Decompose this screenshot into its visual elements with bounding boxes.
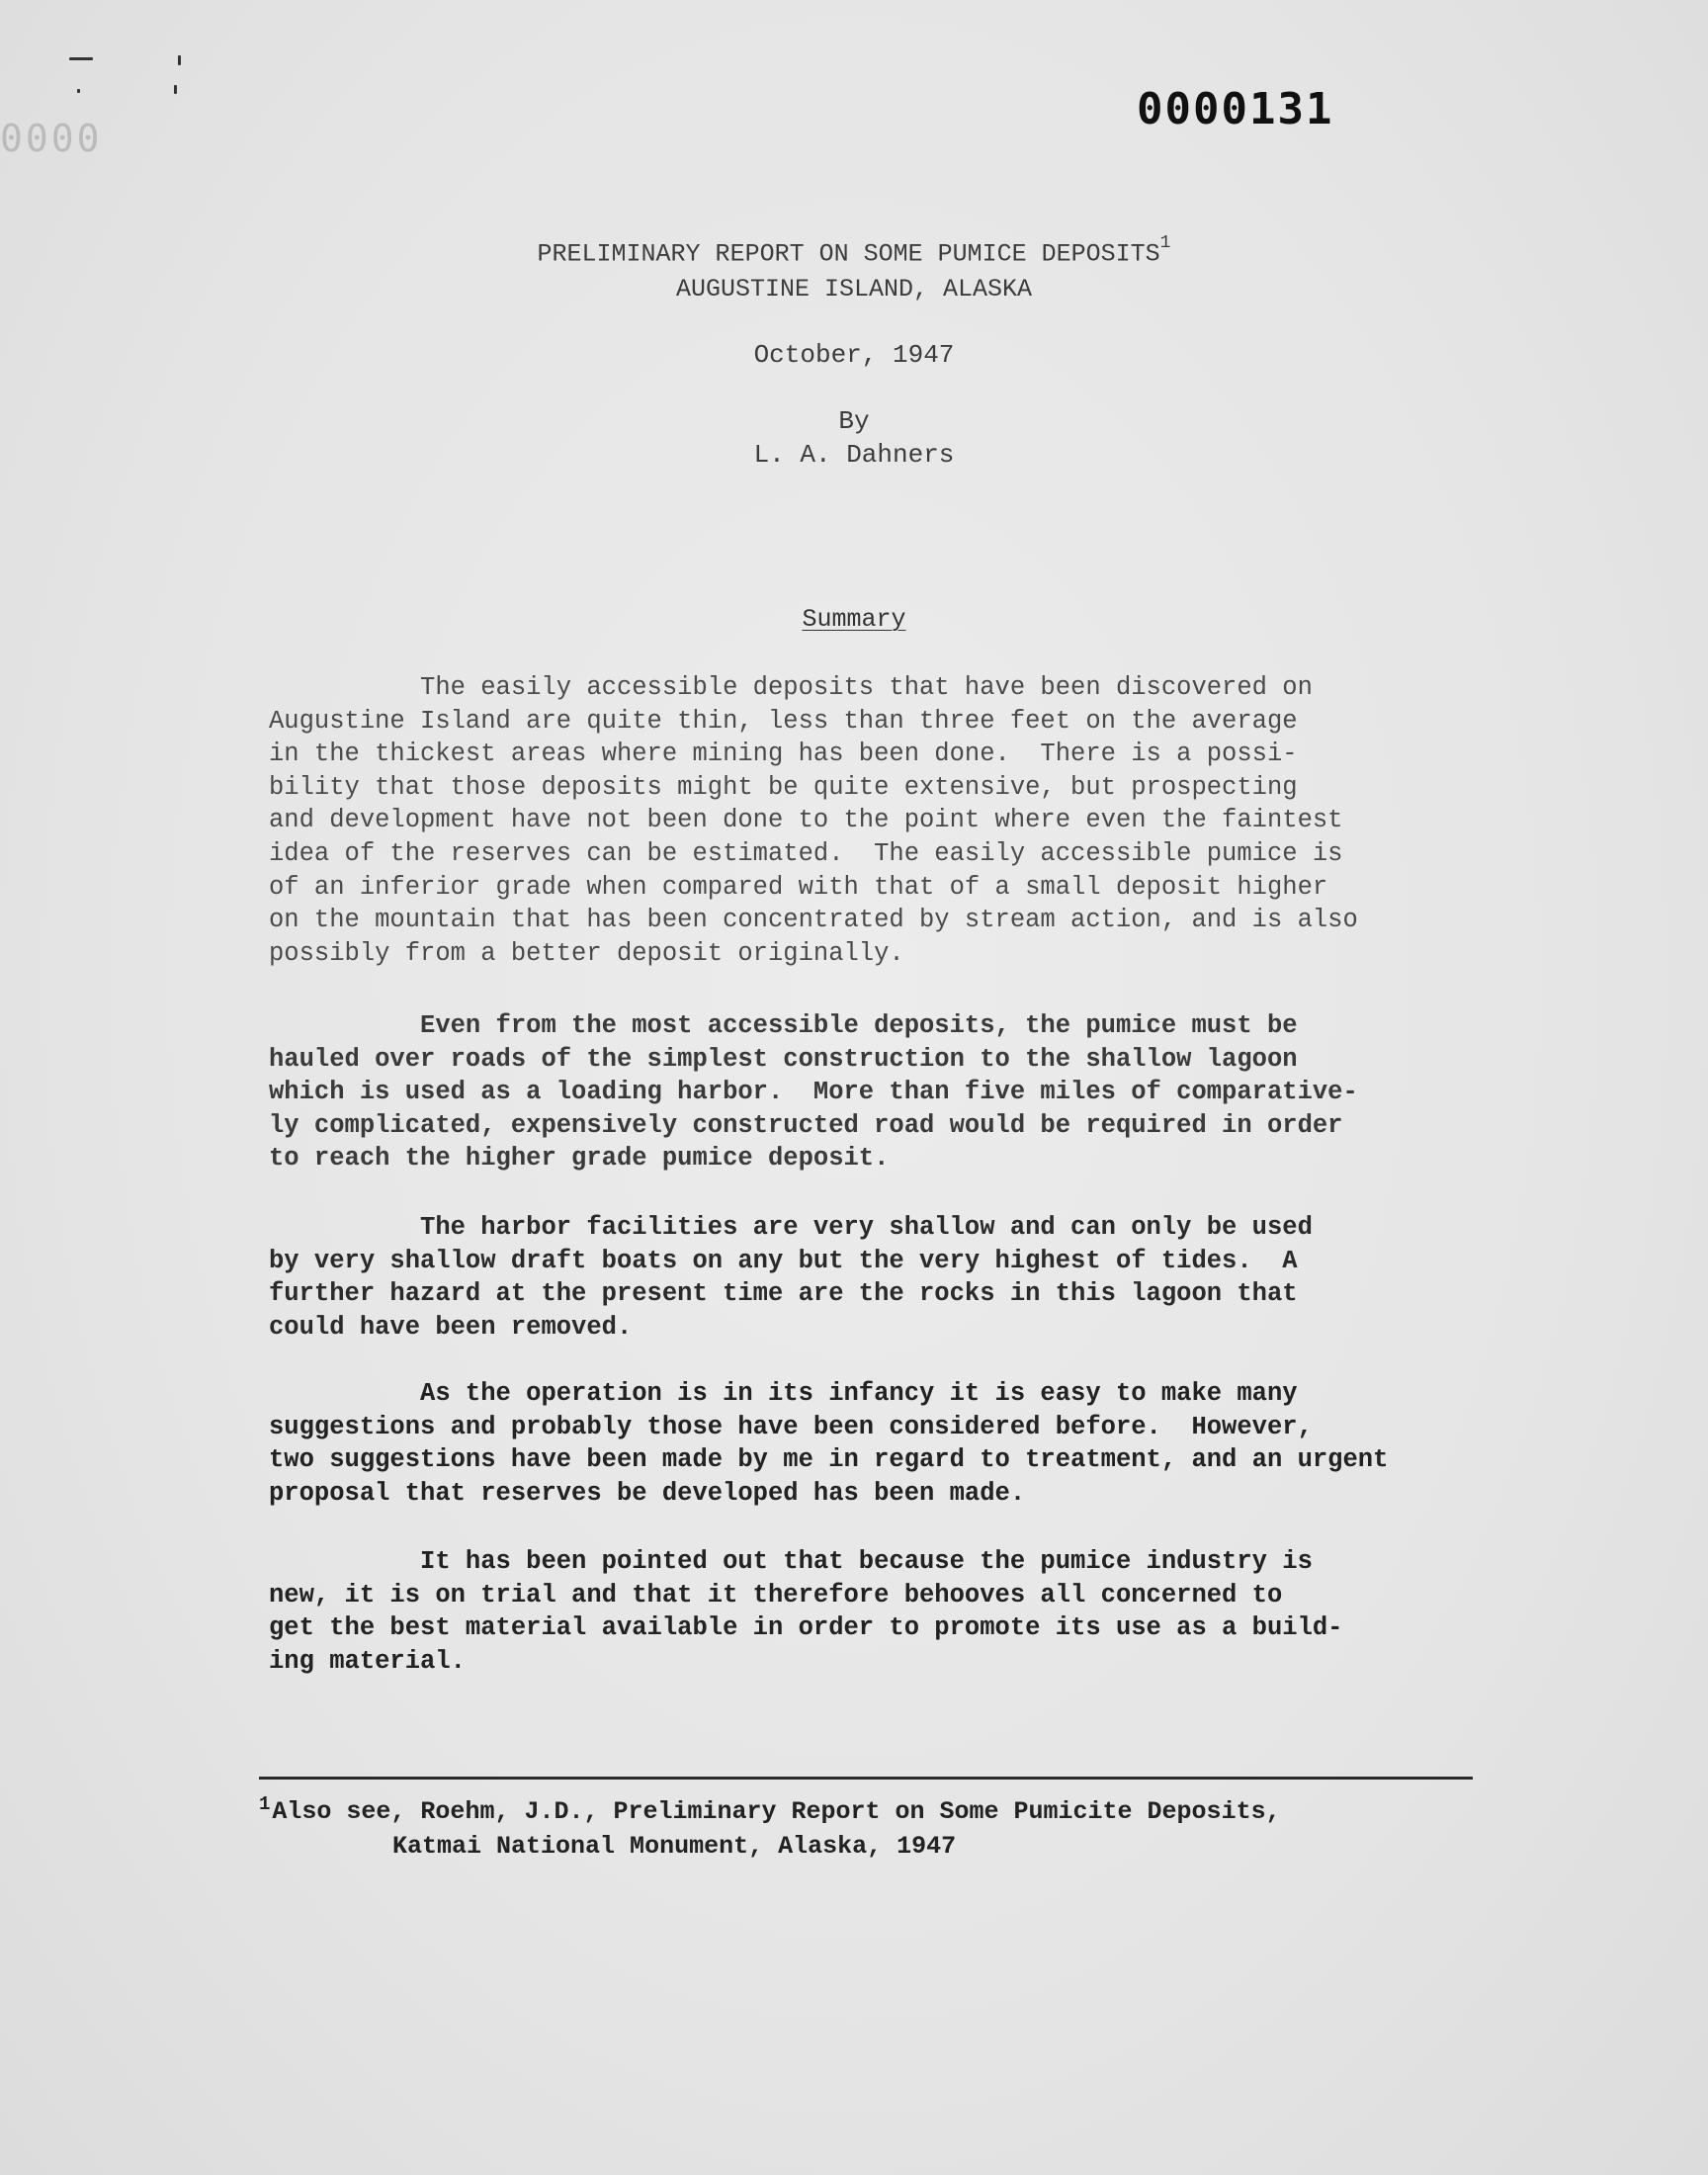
bleed-through-number: 0000 [0, 117, 103, 160]
summary-heading: Summary [802, 605, 906, 634]
document-number: 0000131 [1137, 84, 1334, 134]
by-line: By [838, 406, 870, 436]
summary-paragraph: It has been pointed out that because the pumice industry is new, it is on trial and that it therefore behooves all concerned to get the best material available in order to promote its use as a build- ing material. [269, 1547, 1343, 1676]
scan-speck [77, 89, 80, 93]
report-subtitle: AUGUSTINE ISLAND, ALASKA [675, 275, 1033, 304]
report-date: October, 1947 [753, 340, 955, 370]
author-name: L. A. Dahners [753, 440, 955, 470]
scan-speck [178, 55, 181, 65]
report-title [0, 233, 1708, 269]
footnote-marker: 1 [259, 1793, 271, 1815]
summary-paragraph: The easily accessible deposits that have been discovered on Augustine Island are quite thin, less than three feet on the average in the thickest areas where mining has been done. There is a possi- bility that those deposits might be quite extensive, but prospecting and development have not been done to the point where even the faintest idea of the reserves can be estimated. The easily accessible pumice is of an inferior grade when compared with that of a small deposit higher on the mountain that has been concentrated by stream action, and is also possibly from a better deposit originally. [269, 673, 1358, 968]
footnote-line-1: Also see, Roehm, J.D., Preliminary Report on Some Pumicite Deposits, [272, 1797, 1281, 1826]
footnote-divider [259, 1777, 1473, 1780]
footnote-line-2: Katmai National Monument, Alaska, 1947 [259, 1832, 957, 1861]
summary-paragraph: Even from the most accessible deposits, the pumice must be hauled over roads of the simplest construction to the shallow lagoon which is used as a loading harbor. More than five miles of comparative- ly complicated, expensively constructed road would be required in order to reach the higher grade pumice deposit. [269, 1011, 1358, 1174]
summary-paragraph: As the operation is in its infancy it is easy to make many suggestions and probably those have been considered before. However, two suggestions have been made by me in regard to treatment, and an urgent proposal that reserves be developed has been made. [269, 1379, 1389, 1508]
report-title-text: PRELIMINARY REPORT ON SOME PUMICE DEPOSITS [537, 239, 1160, 269]
footnote [259, 1795, 1281, 1864]
scan-speck [174, 85, 177, 94]
scan-speck [69, 57, 93, 60]
summary-paragraph: The harbor facilities are very shallow and can only be used by very shallow draft boats on any but the very highest of tides. A further hazard at the present time are the rocks in this lagoon that could have been removed. [269, 1213, 1313, 1342]
title-footnote-marker: 1 [1159, 233, 1171, 253]
